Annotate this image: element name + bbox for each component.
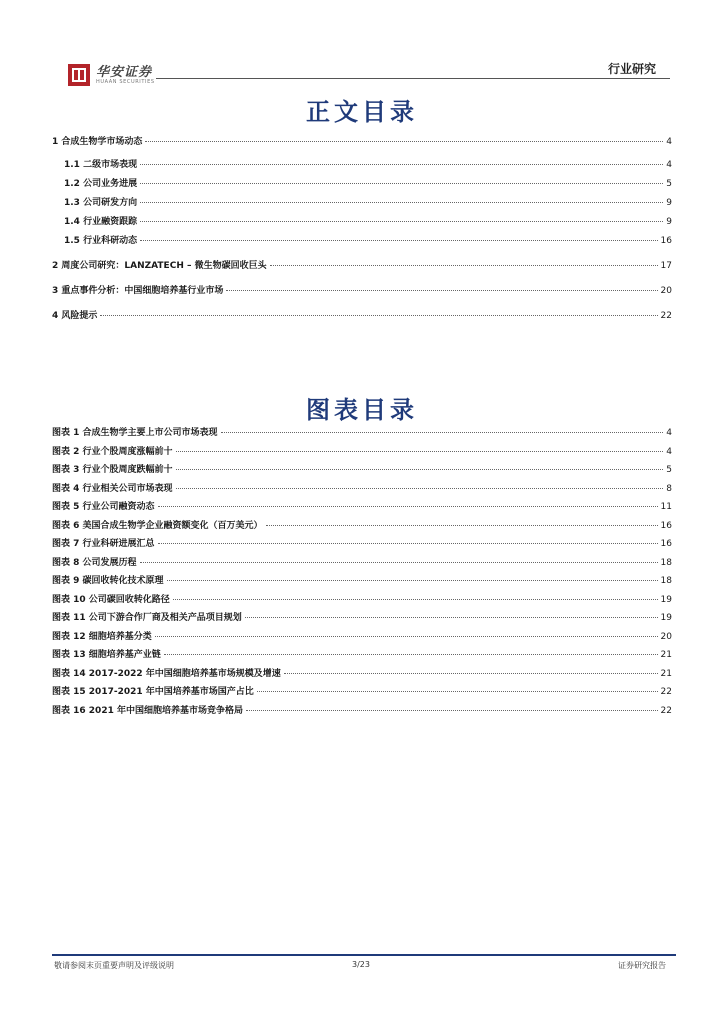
toc-entry[interactable]	[52, 134, 672, 153]
figure-entry[interactable]	[52, 573, 672, 592]
dot-leader	[266, 525, 658, 526]
dot-leader	[176, 451, 664, 452]
toc-entry-page: 4	[666, 160, 672, 170]
figure-entry-label: 图表 13 细胞培养基产业链	[52, 650, 161, 660]
figure-entry-page: 8	[666, 483, 672, 494]
figure-entry-label: 图表 9 碳回收转化技术原理	[52, 576, 164, 586]
figure-entry-page: 18	[660, 576, 672, 586]
header-divider	[156, 78, 670, 79]
dot-leader	[176, 469, 664, 470]
toc-entry-page: 5	[666, 179, 672, 189]
toc-entry[interactable]	[52, 308, 672, 327]
dot-leader	[140, 164, 663, 165]
toc-entry[interactable]	[52, 233, 672, 252]
figure-entry[interactable]	[52, 684, 672, 703]
figure-entry-page: 22	[660, 705, 672, 716]
toc-entry-page: 20	[660, 286, 672, 296]
page-footer	[52, 960, 676, 974]
figure-entry-page: 19	[660, 613, 672, 623]
figure-entry-label: 图表 4 行业相关公司市场表现	[52, 483, 173, 494]
dot-leader	[100, 315, 657, 316]
figure-entry-label: 图表 10 公司碳回收转化路径	[52, 594, 170, 605]
dot-leader	[145, 141, 663, 142]
figure-entry-label: 图表 7 行业科研进展汇总	[52, 539, 155, 549]
dot-leader	[257, 691, 658, 692]
toc-entry-label: 4 风险提示	[52, 311, 98, 321]
figure-entry[interactable]	[52, 703, 672, 722]
figure-entry-label: 图表 8 公司发展历程	[52, 557, 137, 568]
dot-leader	[140, 562, 658, 563]
dot-leader	[245, 617, 658, 618]
figure-entry[interactable]	[52, 444, 672, 463]
dot-leader	[167, 580, 658, 581]
toc-entry-label: 1.5 行业科研动态	[64, 236, 138, 246]
toc-entry[interactable]	[52, 258, 672, 277]
figure-entry-page: 16	[660, 539, 672, 549]
dot-leader	[270, 265, 658, 266]
dot-leader	[140, 183, 663, 184]
figure-entry-label: 图表 16 2021 年中国细胞培养基市场竞争格局	[52, 705, 243, 716]
dot-leader	[155, 636, 658, 637]
footer-divider	[52, 954, 676, 956]
dot-leader	[158, 543, 658, 544]
footer-disclaimer: 敬请参阅末页重要声明及评级说明	[54, 961, 174, 970]
figure-entry-label: 图表 15 2017-2021 年中国培养基市场国产占比	[52, 687, 254, 697]
figure-entry-page: 4	[666, 428, 672, 438]
dot-leader	[176, 488, 664, 489]
figure-entry-page: 22	[660, 687, 672, 697]
page-number: 3/23	[352, 960, 370, 969]
toc-entry[interactable]	[52, 195, 672, 214]
figure-entry-page: 18	[660, 557, 672, 568]
dot-leader	[140, 202, 663, 203]
figure-entry[interactable]	[52, 666, 672, 685]
figure-entry-page: 21	[660, 668, 672, 679]
figure-entry-page: 4	[666, 446, 672, 457]
toc-entry-label: 3 重点事件分析：中国细胞培养基行业市场	[52, 286, 224, 296]
figure-entry-page: 21	[660, 650, 672, 660]
figure-entry-label: 图表 5 行业公司融资动态	[52, 502, 155, 512]
toc-entry-page: 9	[666, 217, 672, 227]
toc-entry-page: 4	[666, 137, 672, 147]
company-logo-icon	[68, 64, 90, 86]
figure-entry-page: 5	[666, 465, 672, 475]
toc-entry-label: 1.1 二级市场表现	[64, 160, 138, 170]
figure-entry[interactable]	[52, 425, 672, 444]
figure-entry-label: 图表 6 美国合成生物学企业融资额变化（百万美元）	[52, 520, 263, 531]
toc-entry-label: 2 周度公司研究：LANZATECH – 微生物碳回收巨头	[52, 261, 267, 271]
dot-leader	[140, 221, 663, 222]
toc-entry-label: 1.3 公司研发方向	[64, 198, 138, 208]
dot-leader	[246, 710, 658, 711]
toc-entry[interactable]	[52, 157, 672, 176]
figure-entry[interactable]	[52, 592, 672, 611]
figure-entry[interactable]	[52, 518, 672, 537]
dot-leader	[221, 432, 664, 433]
figure-entry-label: 图表 11 公司下游合作厂商及相关产品项目规划	[52, 613, 242, 623]
logo-chinese-text: 华安证券	[96, 65, 153, 80]
footer-report-type: 证券研究报告	[618, 961, 666, 970]
figure-entry[interactable]	[52, 647, 672, 666]
figure-entry-page: 19	[660, 594, 672, 605]
toc-title: 正文目录	[306, 98, 418, 126]
figure-entry[interactable]	[52, 481, 672, 500]
dot-leader	[284, 673, 658, 674]
toc-entry[interactable]	[52, 176, 672, 195]
dot-leader	[164, 654, 658, 655]
toc-entry-page: 16	[660, 236, 672, 246]
figure-entry[interactable]	[52, 629, 672, 648]
figure-entry[interactable]	[52, 536, 672, 555]
toc-entry[interactable]	[52, 214, 672, 233]
dot-leader	[140, 240, 657, 241]
figure-entry-page: 20	[660, 631, 672, 642]
figure-entry-page: 11	[660, 502, 672, 512]
report-category: 行业研究	[607, 62, 656, 76]
toc-entry-page: 17	[660, 261, 672, 271]
figure-entry[interactable]	[52, 499, 672, 518]
dot-leader	[226, 290, 657, 291]
toc-entry-label: 1.2 公司业务进展	[64, 179, 138, 189]
logo-english-text: HUAAN SECURITIES	[96, 79, 155, 85]
toc-entry-label: 1 合成生物学市场动态	[52, 137, 143, 147]
figure-entry[interactable]	[52, 555, 672, 574]
toc-list	[52, 134, 672, 327]
figures-title: 图表目录	[306, 396, 418, 424]
dot-leader	[173, 599, 658, 600]
toc-entry-page: 9	[666, 198, 672, 208]
toc-entry-page: 22	[660, 311, 672, 321]
figures-list	[52, 425, 672, 721]
page-header	[64, 58, 670, 90]
figure-entry[interactable]	[52, 462, 672, 481]
toc-entry[interactable]	[52, 283, 672, 302]
figure-entry-label: 图表 14 2017-2022 年中国细胞培养基市场规模及增速	[52, 668, 281, 679]
figure-entry-label: 图表 2 行业个股周度涨幅前十	[52, 446, 173, 457]
figure-entry-page: 16	[660, 520, 672, 531]
toc-entry-label: 1.4 行业融资跟踪	[64, 217, 138, 227]
figure-entry-label: 图表 1 合成生物学主要上市公司市场表现	[52, 428, 218, 438]
figure-entry-label: 图表 3 行业个股周度跌幅前十	[52, 465, 173, 475]
figure-entry-label: 图表 12 细胞培养基分类	[52, 631, 152, 642]
figure-entry[interactable]	[52, 610, 672, 629]
dot-leader	[158, 506, 658, 507]
